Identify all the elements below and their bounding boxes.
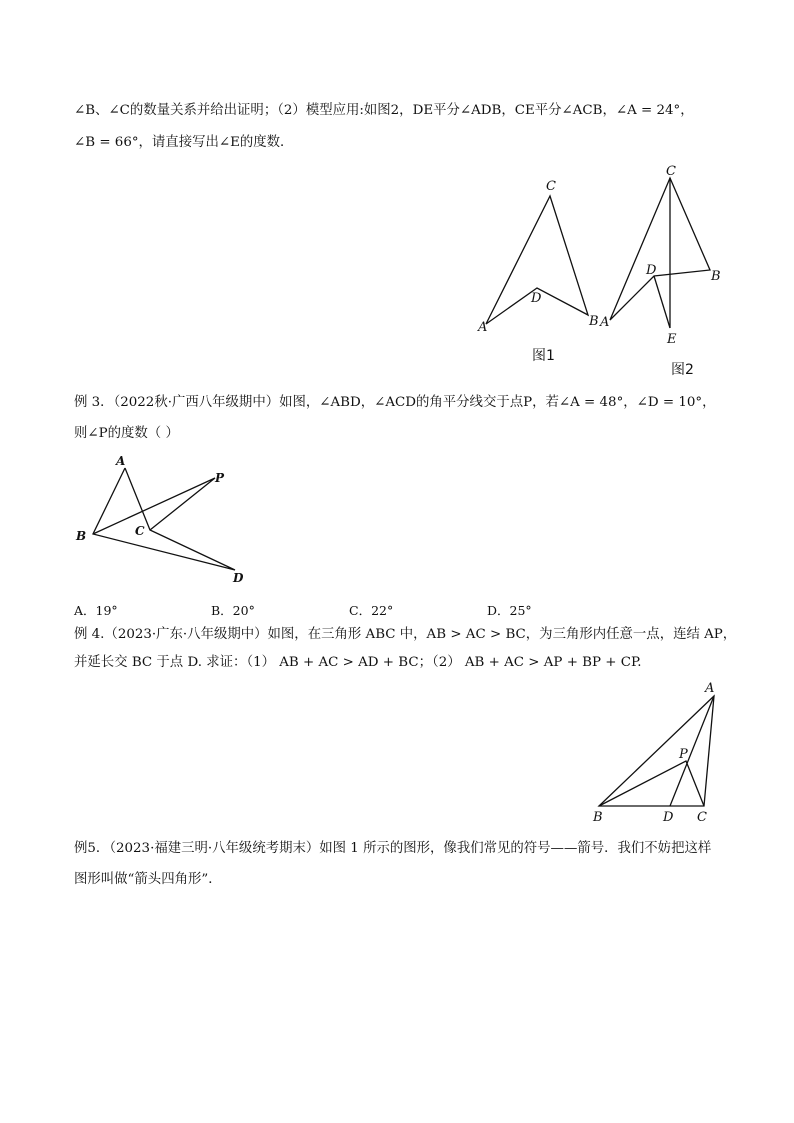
vertex-label-d: D (233, 571, 244, 585)
vertex-label-c: C (135, 524, 145, 538)
vertex-label-d: D (646, 263, 657, 278)
figure-1-caption: 图1 (532, 348, 555, 364)
example-3-line-1: 例 3．（2022秋·广西八年级期中）如图，∠ABD，∠ACD的角平分线交于点P，若∠A = 48°，∠D = 10°， (74, 395, 716, 410)
vertex-label-c: C (666, 164, 676, 179)
option-c[interactable]: C．22° (349, 603, 394, 618)
figure-2-caption: 图2 (671, 362, 694, 378)
vertex-label-e: E (667, 332, 677, 347)
vertex-label-b: B (76, 529, 87, 543)
problem-text-line-1: ∠B、∠C的数量关系并给出证明；（2）模型应用:如图2，DE平分∠ADB，CE平分∠ACB，∠A = 24°， (74, 103, 694, 118)
problem-text-line-2: ∠B = 66°，请直接写出∠E的度数． (74, 135, 294, 150)
vertex-label-c: C (697, 810, 707, 825)
example-3-line-2: 则∠P的度数（ ） (74, 426, 179, 441)
example-3-figure (70, 450, 260, 590)
vertex-label-d: D (531, 291, 542, 306)
bisector-lines (93, 478, 215, 534)
vertex-label-b: B (593, 810, 603, 825)
segment-de (654, 276, 670, 328)
option-b[interactable]: B．20° (211, 603, 255, 618)
vertex-label-a: A (116, 454, 126, 468)
segment-ad (670, 696, 714, 806)
segments-bp-cp (599, 761, 704, 806)
vertex-label-a: A (705, 681, 715, 696)
vertex-label-b: B (711, 269, 721, 284)
vertex-label-b: B (589, 314, 599, 329)
example-5-line-2: 图形叫做“箭头四角形”． (74, 872, 222, 887)
vertex-label-c: C (546, 179, 556, 194)
example-4-line-1: 例 4.（2023·广东·八年级期中）如图，在三角形 ABC 中，AB > AC > BC，为三角形内任意一点，连结 AP， (74, 627, 737, 642)
vertex-label-p: P (679, 747, 688, 762)
vertex-label-d: D (663, 810, 674, 825)
figure-2 (596, 160, 736, 382)
vertex-label-a: A (600, 315, 610, 330)
example-5-line-1: 例5．（2023·福建三明·八年级统考期末）如图 1 所示的图形，像我们常见的符号——箭号．我们不妨把这样 (74, 841, 712, 856)
option-a[interactable]: A．19° (74, 603, 118, 618)
vertex-label-p: P (215, 471, 225, 485)
vertex-label-a: A (478, 320, 488, 335)
option-d[interactable]: D．25° (487, 603, 532, 618)
example-4-figure (586, 678, 726, 828)
example-4-line-2: 并延长交 BC 于点 D. 求证：（1） AB + AC > AD + BC；（2） AB + AC > AP + BP + CP. (74, 655, 642, 670)
arrow-quadrilateral-2 (610, 178, 710, 320)
